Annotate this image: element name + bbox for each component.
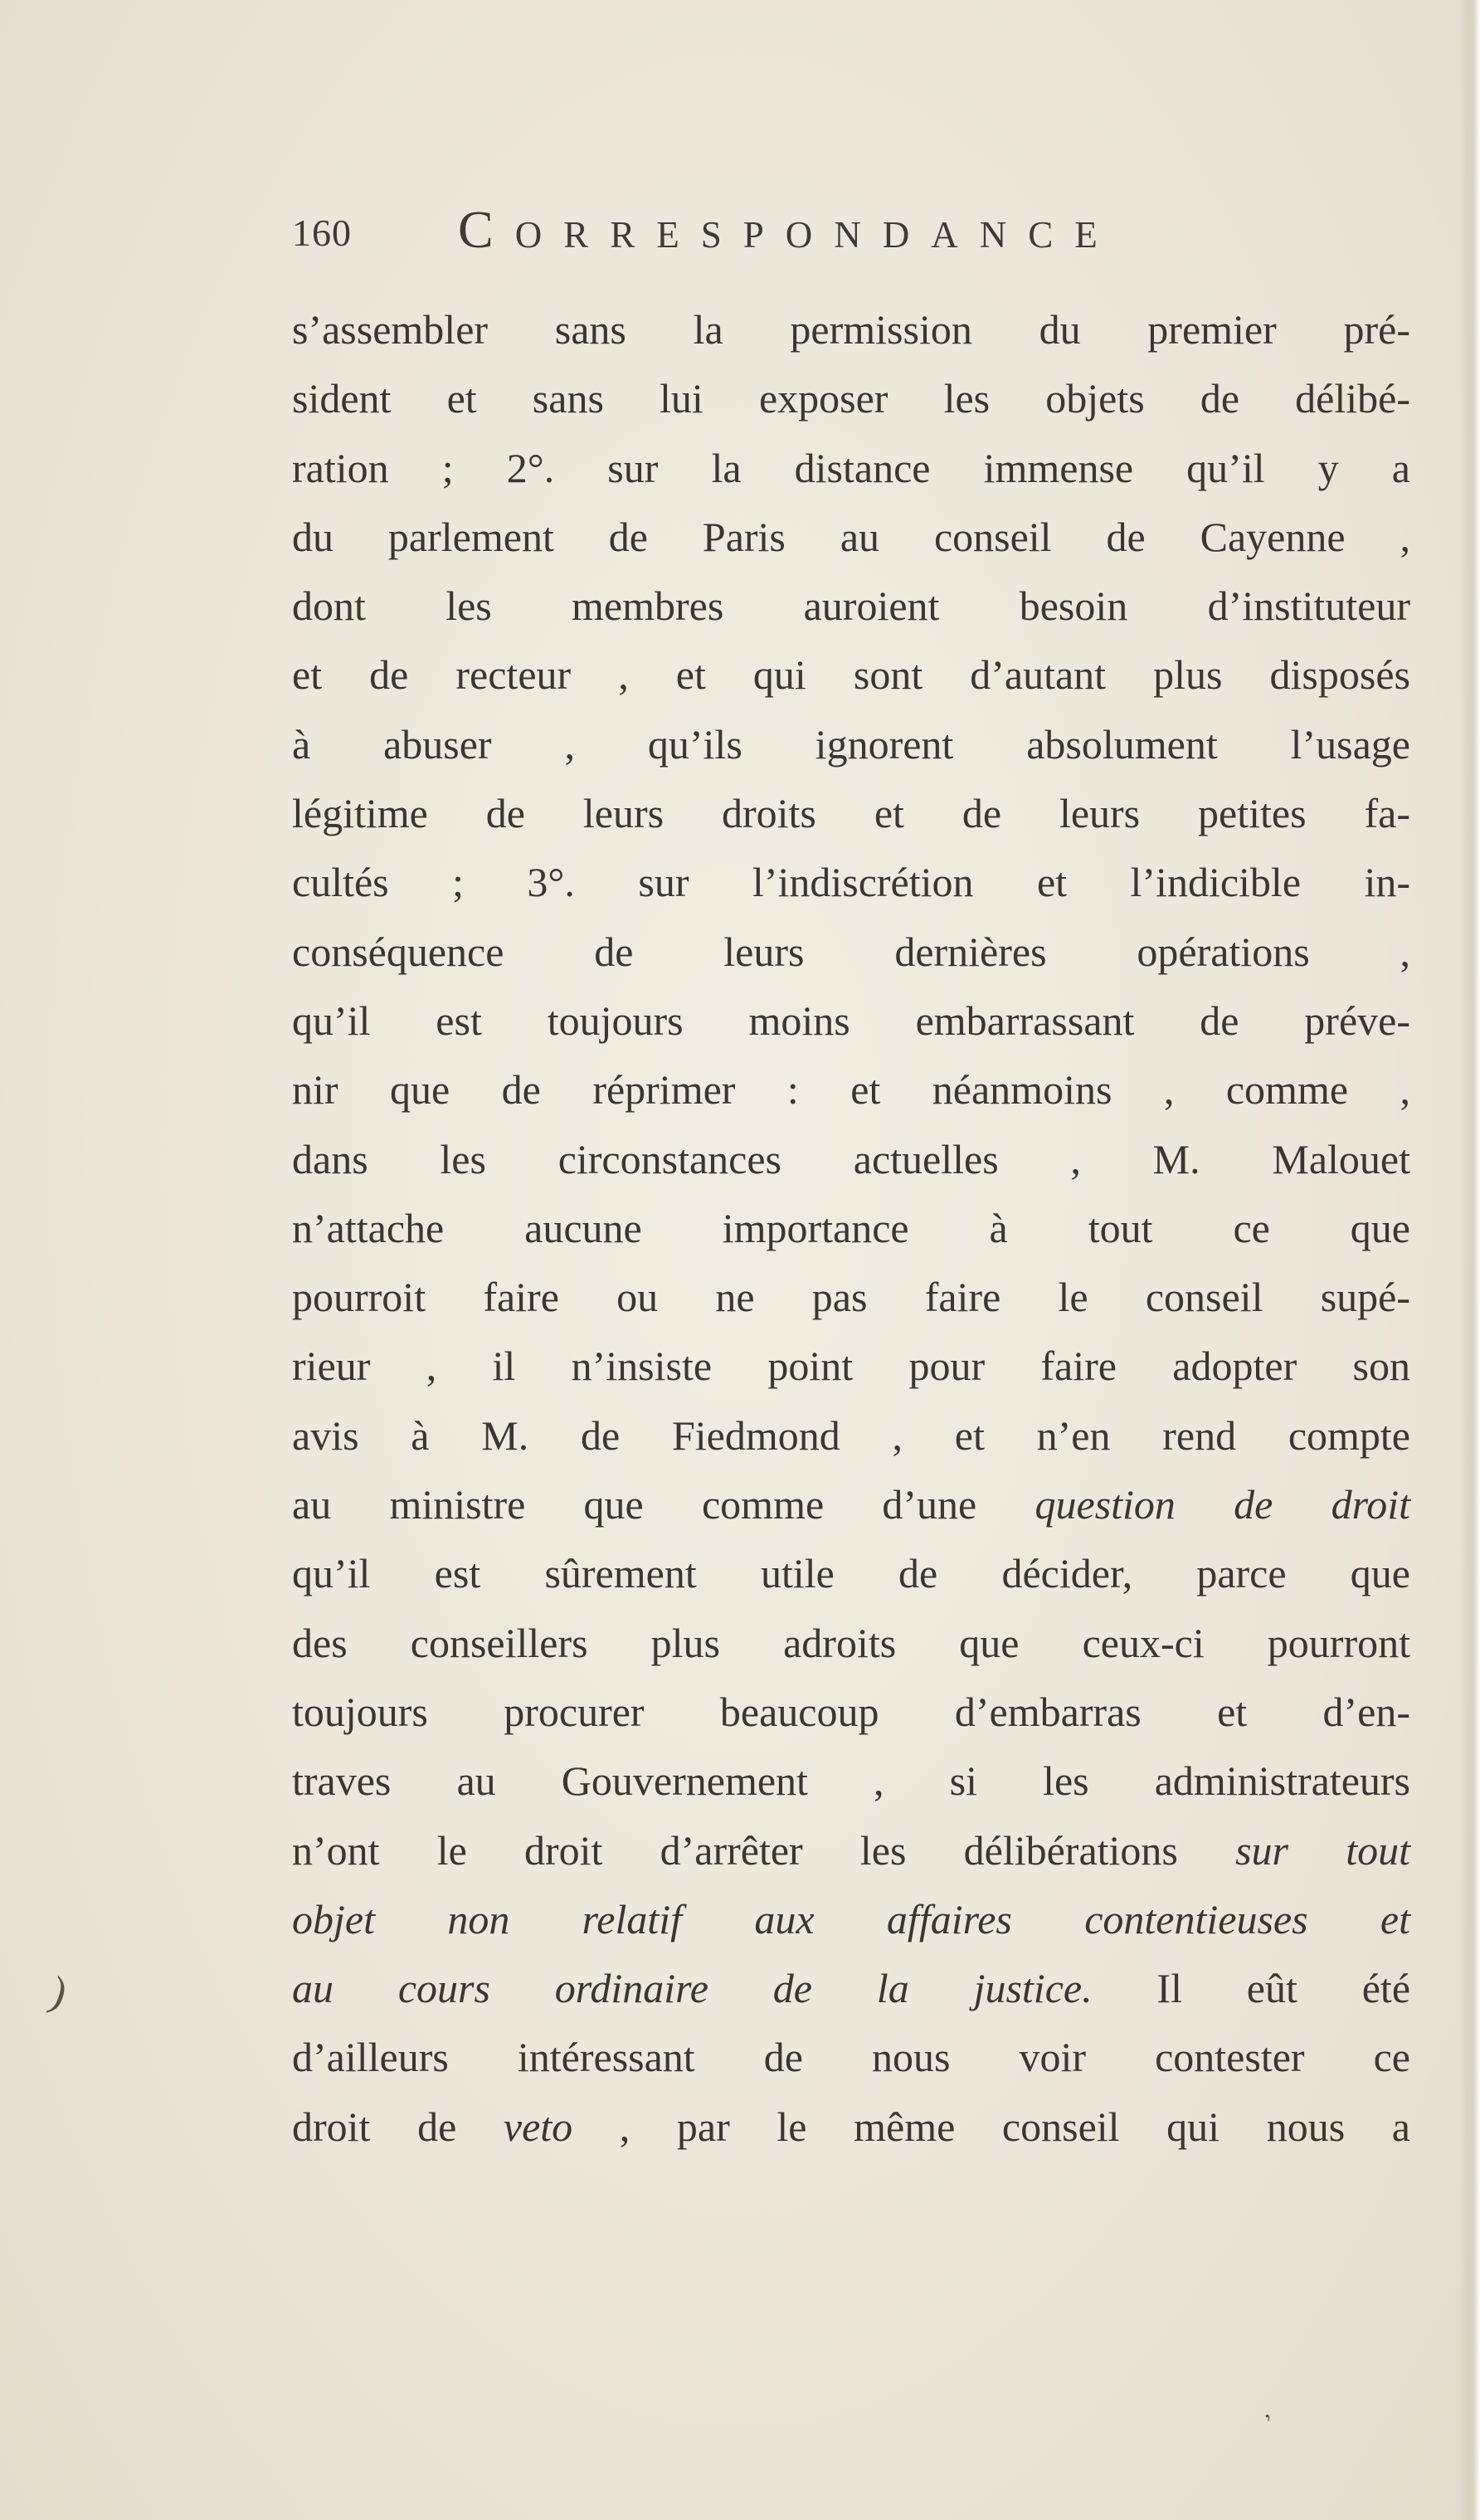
text-segment: à abuser , qu’ils ignorent absolument l’usage — [292, 720, 1410, 768]
text-line — [292, 1885, 1410, 1954]
text-line — [292, 1954, 1410, 2023]
text-segment: sident et sans lui exposer les objets de délibé- — [292, 375, 1410, 422]
text-segment: au ministre que comme d’une — [292, 1481, 1035, 1528]
text-segment: rieur , il n’insiste point pour faire adopter son — [292, 1343, 1410, 1390]
text-segment: Il eût été — [1092, 1965, 1411, 2012]
text-line — [292, 1194, 1410, 1263]
text-segment: du parlement de Paris au conseil de Cayenne , — [292, 513, 1410, 560]
text-segment: et de recteur , et qui sont d’autant plus disposés — [292, 651, 1410, 699]
text-line — [292, 641, 1410, 709]
page-header — [292, 199, 1420, 279]
text-line — [292, 918, 1410, 987]
text-line — [292, 2093, 1410, 2162]
text-line — [292, 434, 1410, 503]
text-segment: avis à M. de Fiedmond , et n’en rend compte — [292, 1411, 1410, 1459]
text-segment: droit de — [292, 2103, 504, 2150]
text-line — [292, 1470, 1410, 1539]
text-line — [292, 848, 1410, 917]
text-segment: cultés ; 3°. sur l’indiscrétion et l’indicible in- — [292, 859, 1410, 906]
text-segment: pourroit faire ou ne pas faire le conseil supé- — [292, 1274, 1410, 1321]
text-segment: légitime de leurs droits et de leurs petites fa- — [292, 790, 1410, 837]
text-segment: conséquence de leurs dernières opérations , — [292, 928, 1410, 975]
text-segment: ration ; 2°. sur la distance immense qu’il y a — [292, 444, 1410, 491]
text-line — [292, 779, 1410, 848]
text-line — [292, 1125, 1410, 1194]
text-segment: qu’il est sûrement utile de décider, parce que — [292, 1550, 1410, 1597]
italic-text: veto — [503, 2103, 573, 2150]
italic-text: sur tout — [1235, 1826, 1410, 1874]
text-segment: qu’il est toujours moins embarrassant de préve- — [292, 997, 1410, 1044]
text-segment: traves au Gouvernement , si les administrateurs — [292, 1757, 1410, 1805]
running-head: Correspondance — [458, 200, 1119, 259]
text-line — [292, 1055, 1410, 1124]
text-segment: n’attache aucune importance à tout ce que — [292, 1204, 1410, 1251]
text-segment: , par le même conseil qui nous a — [572, 2103, 1410, 2150]
text-line — [292, 1678, 1410, 1747]
text-line — [292, 503, 1410, 572]
text-line — [292, 2023, 1410, 2092]
text-line — [292, 1609, 1410, 1678]
text-segment: toujours procurer beaucoup d’embarras et d’en- — [292, 1688, 1410, 1735]
text-segment: n’ont le droit d’arrêter les délibérations — [292, 1826, 1236, 1874]
body-text — [292, 295, 1410, 2162]
text-segment: s’assembler sans la permission du premier pré- — [292, 306, 1410, 353]
italic-text: objet non relatif aux affaires contentieuses et — [292, 1895, 1410, 1942]
text-line — [292, 710, 1410, 779]
text-line — [292, 364, 1410, 433]
text-line — [292, 1263, 1410, 1332]
speck-mark: , — [1254, 2396, 1273, 2424]
text-segment: dans les circonstances actuelles , M. Malouet — [292, 1135, 1410, 1182]
margin-mark: ) — [44, 1967, 73, 2018]
text-line — [292, 1539, 1410, 1608]
text-line — [292, 1401, 1410, 1470]
text-line — [292, 987, 1410, 1055]
text-segment: d’ailleurs intéressant de nous voir contester ce — [292, 2034, 1410, 2081]
text-line — [292, 1816, 1410, 1885]
text-line — [292, 295, 1410, 364]
italic-text: question de droit — [1035, 1481, 1411, 1528]
italic-text: au cours ordinaire de la justice. — [292, 1965, 1093, 2012]
page-number: 160 — [292, 212, 352, 254]
text-segment: dont les membres auroient besoin d’instituteur — [292, 582, 1410, 630]
text-line — [292, 1332, 1410, 1401]
text-line — [292, 572, 1410, 641]
text-segment: nir que de réprimer : et néanmoins , comme , — [292, 1066, 1410, 1114]
page-edge — [1458, 0, 1480, 2520]
text-segment: des conseillers plus adroits que ceux-ci pourront — [292, 1619, 1410, 1666]
text-line — [292, 1747, 1410, 1816]
